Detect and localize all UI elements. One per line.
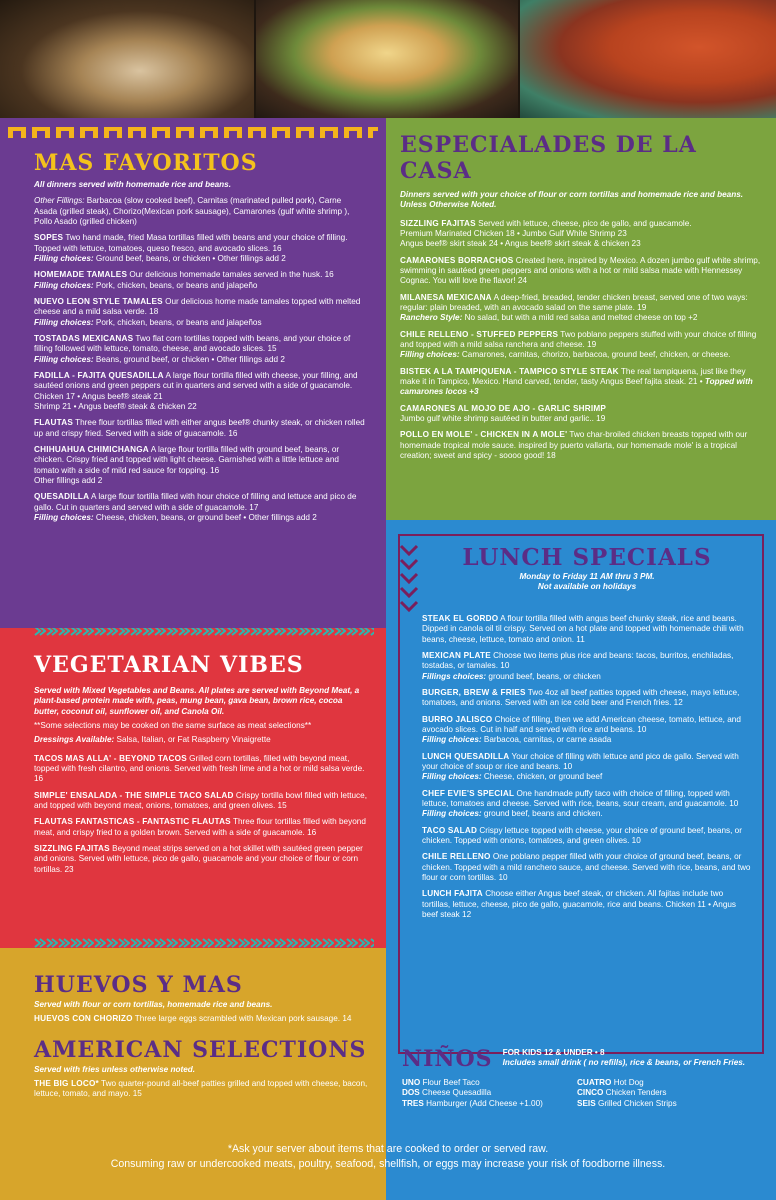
lunch-hours: Monday to Friday 11 AM thru 3 PM. bbox=[519, 572, 655, 581]
filling-choices: Filling choices: Cheese, chicken, beans, or ground beef • Other fillings add 2 bbox=[34, 512, 317, 522]
item-name: QUESADILLA bbox=[34, 492, 90, 502]
especialades-section bbox=[386, 118, 776, 520]
menu-item bbox=[400, 293, 764, 324]
ninos-sub: Includes small drink ( no refills), rice & beans, or French Fries. bbox=[502, 1058, 746, 1068]
mas-favoritos-section bbox=[0, 118, 386, 628]
item-name: POLLO EN MOLE' - CHICKEN IN A MOLE' bbox=[400, 430, 568, 440]
item-desc: The real tampiquena, just like they make it in Tampico, Mexico. Hand carved, tender, tasty Angus Beef fajita steak. 21 • bbox=[400, 366, 746, 386]
huevos-item: HUEVOS CON CHORIZO Three large eggs scrambled with Mexican pork sausage. 14 bbox=[34, 1014, 352, 1024]
menu-item bbox=[400, 256, 764, 287]
item-desc: A deep-fried, breaded, tender chicken breast, served one of two ways: regular: plain breaded, with an avocado salad on the same plate. 19 bbox=[400, 292, 748, 312]
menu-item bbox=[34, 371, 366, 412]
filling-choices: Filling choices: Pork, chicken, beans, or beans and jalapeños bbox=[34, 317, 262, 327]
item-desc: Created here, inspired by Mexico. A dozen jumbo gulf white shrimp, swimming in sautéed green peppers and onions with a hot or mild salsa made with Hennessey Cognac. You will love the flavor! 24 bbox=[400, 255, 761, 286]
footer-line2: Consuming raw or undercooked meats, poultry, seafood, shellfish, or eggs may increase your risk of foodborne illness. bbox=[110, 1158, 666, 1171]
item-desc: A large flour tortilla filled with ground beef, beans, or chicken. Crispy fried and topped with light cheese. Garnished with a little lettuce and tomato with a side of mild red sauce for topping. 16 bbox=[34, 444, 340, 475]
filling-choices: Filling choices: Pork, chicken, beans, or beans and jalapeño bbox=[34, 280, 258, 290]
menu-item bbox=[422, 614, 752, 645]
other-fillings: Other Fillings: Barbacoa (slow cooked beef), Carnitas (marinated pulled pork), Carne Asada (grilled steak), Chorizo(Mexican pork sausage), Camarones (gulf white shrimp ), Pollo Asado (grilled chicken) bbox=[34, 196, 350, 226]
item-name: CHILE RELLENO bbox=[422, 852, 491, 862]
item-name: CAMARONES BORRACHOS bbox=[400, 255, 514, 265]
item-name: SIMPLE' ENSALADA - THE SIMPLE TACO SALAD bbox=[34, 790, 234, 800]
item-desc: Three flour tortillas filled with beyond meat, and crispy fried to a golden brown. Served with a side of guacamole. 16 bbox=[34, 817, 366, 837]
item-name: TACOS MAS ALLA' - BEYOND TACOS bbox=[34, 753, 187, 763]
menu-item bbox=[400, 367, 764, 398]
menu-item bbox=[34, 791, 368, 812]
vegetarian-section bbox=[0, 628, 386, 948]
filling-choices: Fillings choices: ground beef, beans, or chicken bbox=[422, 671, 601, 681]
filling-choices: Filling choices: Cheese, chicken, or ground beef bbox=[422, 772, 603, 782]
item-name: BISTEK A LA TAMPIQUENA - TAMPICO STYLE STEAK bbox=[400, 366, 619, 376]
item-extra: Jumbo gulf white shrimp sautéed in butter and garlic.. 19 bbox=[400, 413, 606, 423]
item-name: STEAK EL GORDO bbox=[422, 614, 499, 623]
filling-choices: Filling choices: Camarones, carnitas, chorizo, barbacoa, ground beef, chicken, or cheese. bbox=[400, 350, 731, 360]
arrow-decoration bbox=[398, 542, 420, 612]
zigzag-border bbox=[6, 124, 378, 140]
item-name: BURRO JALISCO bbox=[422, 714, 493, 724]
menu-item bbox=[422, 789, 752, 820]
american-intro: Served with fries unless otherwise noted. bbox=[34, 1064, 196, 1074]
menu-item bbox=[422, 688, 752, 709]
footer-line1: *Ask your server about items that are cooked to order or served raw. bbox=[227, 1143, 549, 1155]
menu-item bbox=[34, 844, 368, 875]
menu-item bbox=[422, 826, 752, 847]
section-title: VEGETARIAN VIBES bbox=[34, 652, 304, 678]
filling-choices: Filling choices: Barbacoa, carnitas, or carne asada bbox=[422, 735, 612, 745]
rice-photo bbox=[520, 0, 776, 118]
item-desc: Two 4oz all beef patties topped with cheese, mayo lettuce, tomatoes, and onions. Served with an ice cold beer and French fries. 12 bbox=[422, 687, 740, 708]
kids-item: SEIS Grilled Chicken Strips bbox=[577, 1098, 677, 1108]
item-desc: Your choice of filling with lettuce and pico de gallo. Served with your choice of soup or rice and beans. 10 bbox=[422, 751, 739, 771]
lunch-section bbox=[386, 520, 776, 1200]
item-name: TOSTADAS MEXICANAS bbox=[34, 333, 134, 343]
filling-choices: Filling choices: Beans, ground beef, or chicken • Other fillings add 2 bbox=[34, 354, 285, 364]
item-name: LUNCH QUESADILLA bbox=[422, 751, 510, 761]
item-desc: Our delicious homemade tamales served in the husk. 16 bbox=[127, 270, 334, 280]
menu-item bbox=[422, 715, 752, 746]
item-desc: Two poblano peppers stuffed with your choice of filling and topped with a mild salsa ranchera and cheese. 19 bbox=[400, 329, 757, 349]
item-name: SIZZLING FAJITAS bbox=[400, 218, 476, 228]
kids-item: CINCO Chicken Tenders bbox=[577, 1088, 667, 1098]
chevron-border-bottom bbox=[34, 938, 374, 948]
item-name: CHEF EVIE'S SPECIAL bbox=[422, 788, 515, 798]
menu-item bbox=[34, 297, 366, 328]
section-intro: All dinners served with homemade rice and beans. bbox=[34, 180, 232, 189]
chevron-border-top bbox=[34, 628, 374, 636]
section-title: ESPECIALADES DE LA CASA bbox=[400, 132, 697, 184]
menu-item bbox=[34, 334, 366, 365]
dressings: Dressings Available: Salsa, Italian, or Fat Raspberry Vinaigrette bbox=[34, 735, 271, 745]
menu-item bbox=[34, 492, 366, 523]
item-desc: Crispy tortilla bowl filled with lettuce, and topped with beyond meat, onions, tomatoes, and green olives. 15 bbox=[34, 790, 367, 810]
section-intro: Served with Mixed Vegetables and Beans. All plates are served with Beyond Meat, a plant-based protein made with, peas, mung bean, gava bean, brown rice, cocoa butter, coconut oil, sunflower oil, and Canola Oil. bbox=[34, 686, 360, 716]
menu-item bbox=[422, 651, 752, 682]
item-desc: Choice of filling, then we add American cheese, tomato, lettuce, and avocado slices. Cut in half and served with rice and beans. 10 bbox=[422, 714, 741, 734]
ninos-block bbox=[402, 1046, 764, 1109]
american-item: THE BIG LOCO* Two quarter-pound all-beef patties grilled and topped with cheese, bacon, lettuce, tomato, and mayo. 15 bbox=[34, 1078, 368, 1099]
filling-choices: Filling choices: ground beef, beans and chicken. bbox=[422, 809, 603, 819]
menu-item bbox=[422, 752, 752, 783]
item-name: FLAUTAS bbox=[34, 418, 73, 428]
item-name: FLAUTAS FANTASTICAS - FANTASTIC FLAUTAS bbox=[34, 817, 231, 827]
kids-item: TRES Hamburger (Add Cheese +1.00) bbox=[402, 1098, 543, 1108]
item-extra: Premium Marinated Chicken 18 • Jumbo Gulf White Shrimp 23 bbox=[400, 228, 627, 238]
item-desc: Served with lettuce, cheese, pico de gallo, and guacamole. bbox=[475, 218, 692, 228]
lunch-holidays: Not available on holidays bbox=[537, 582, 637, 592]
item-name: CHILE RELLENO - STUFFED PEPPERS bbox=[400, 329, 559, 339]
menu-item bbox=[34, 754, 368, 785]
item-name: MEXICAN PLATE bbox=[422, 650, 491, 660]
ninos-title: NIÑOS bbox=[402, 1046, 493, 1072]
section-intro: Dinners served with your choice of flour or corn tortillas and homemade rice and beans. Unless Otherwise Noted. bbox=[400, 190, 744, 210]
item-desc: Crispy lettuce topped with cheese, your choice of ground beef, beans, or chicken. Topped with onions, tomatoes, and green olives. 10 bbox=[422, 825, 742, 845]
item-name: TACO SALAD bbox=[422, 825, 478, 835]
section-title: LUNCH SPECIALS bbox=[462, 544, 712, 571]
item-addon: Topped with camarones locos +3 bbox=[400, 376, 753, 397]
menu-item bbox=[34, 445, 366, 486]
item-desc: Two flat corn tortillas topped with beans, and your choice of filling followed with lettuce, tomato, cheese, and avocado slices. 15 bbox=[34, 333, 351, 354]
huevos-title: HUEVOS Y MAS bbox=[34, 972, 243, 998]
item-extra: Shrimp 21 • Angus beef® steak & chicken 22 bbox=[34, 401, 197, 411]
footer bbox=[0, 1142, 776, 1173]
item-name: BURGER, BREW & FRIES bbox=[422, 687, 526, 697]
ninos-head: FOR KIDS 12 & UNDER • 8 bbox=[502, 1048, 605, 1057]
item-desc: Choose either Angus beef steak, or chicken. All fajitas include two tortillas, lettuce, cheese, pico de gallo, guacamole, rice and beans. Chicken 11 • Angus beef steak 12 bbox=[422, 889, 737, 919]
item-name: CAMARONES AL MOJO DE AJO - GARLIC SHRIMP bbox=[400, 403, 607, 413]
menu-item bbox=[34, 418, 366, 439]
item-desc: One poblano pepper filled with your choice of ground beef, beans, or chicken. Topped with a mild ranchero sauce, and cheese. Served with rice, beans, and two flour or corn tortillas. 10 bbox=[422, 852, 751, 882]
menu-item bbox=[400, 219, 764, 250]
menu-item bbox=[400, 330, 764, 361]
item-extra: Other fillings add 2 bbox=[34, 475, 103, 485]
item-name: HOMEMADE TAMALES bbox=[34, 270, 128, 280]
menu-item bbox=[34, 817, 368, 838]
item-desc: A flour tortilla filled with angus beef chunky steak, rice and beans. Dipped in canola oil til crispy. Served on a hot plate and topped with homemade chili with beans, cheese, lettuce, tomato and onion. 11 bbox=[422, 614, 744, 644]
food-photo-strip bbox=[0, 0, 776, 118]
fajita-photo bbox=[0, 0, 254, 118]
item-desc: Two hand made, fried Masa tortillas filled with beans and your choice of filling. Topped with lettuce, tomatoes, queso fresco, and avocado slices. 16 bbox=[34, 233, 348, 253]
menu-item bbox=[400, 404, 764, 425]
cooking-note: **Some selections may be cooked on the same surface as meat selections** bbox=[34, 720, 312, 730]
menu-item bbox=[34, 270, 366, 291]
item-name: MILANESA MEXICANA bbox=[400, 292, 492, 302]
item-extra: Angus beef® skirt steak 24 • Angus beef® skirt steak & chicken 23 bbox=[400, 239, 641, 249]
item-desc: Two char-broiled chicken breasts topped with our homemade tropical mole sauce. inspired by puerto vallarta, our homemade mole' is a tropical creation; sweet and spicy - soooo good! 18 bbox=[400, 430, 748, 460]
item-desc: Beyond meat strips served on a hot skillet with sautéed green pepper and onions. Served with lettuce, pico de gallo, guacamole and your choice of flour or corn tortillas. 23 bbox=[34, 843, 363, 874]
menu-item bbox=[422, 852, 752, 883]
item-desc: A large flour tortilla filled with cheese, your filling, and sautéed onions and green peppers cut in quarters and served with a side of guacamole. Chicken 17 • Angus beef® steak 21 bbox=[34, 370, 358, 401]
item-desc: Three flour tortillas filled with either angus beef® chunky steak, or chicken rolled up and crispy fried. Served with a side of guacamole. 16 bbox=[34, 418, 365, 438]
item-name: LUNCH FAJITA bbox=[422, 889, 483, 899]
menu-item bbox=[34, 233, 366, 264]
section-title: MAS FAVORITOS bbox=[34, 150, 258, 176]
item-name: SIZZLING FAJITAS bbox=[34, 843, 110, 853]
taco-photo bbox=[256, 0, 518, 118]
menu-item bbox=[400, 430, 764, 461]
filling-choices: Ranchero Style: No salad, but with a mild red salsa and melted cheese on top +2 bbox=[400, 313, 698, 323]
item-desc: One handmade puffy taco with choice of filling, topped with lettuce, tomatoes and cheese. Served with rice, beans, sour cream, and guacamole. 10 bbox=[422, 788, 739, 808]
item-desc: A large flour tortilla filled with hour choice of filling and lettuce and pico de gallo. Cut in quarters and served with a side of guacamole. 17 bbox=[34, 492, 357, 512]
item-name: SOPES bbox=[34, 233, 64, 243]
filling-choices: Filling choices: Ground beef, beans, or chicken • Other fillings add 2 bbox=[34, 253, 286, 263]
item-desc: Our delicious home made tamales topped with melted cheese and a mild salsa verde. 18 bbox=[34, 296, 361, 317]
item-name: CHIHUAHUA CHIMICHANGA bbox=[34, 444, 149, 454]
kids-item: CUATRO Hot Dog bbox=[577, 1078, 644, 1087]
kids-item: UNO Flour Beef Taco bbox=[402, 1078, 480, 1087]
item-name: NUEVO LEON STYLE TAMALES bbox=[34, 296, 163, 306]
item-desc: Choose two items plus rice and beans: tacos, burritos, enchiladas, tostadas, or tamales. 10 bbox=[422, 650, 734, 671]
menu-item bbox=[422, 889, 752, 920]
kids-item: DOS Cheese Quesadilla bbox=[402, 1088, 492, 1098]
huevos-intro: Served with flour or corn tortillas, homemade rice and beans. bbox=[34, 1000, 273, 1009]
item-desc: Grilled corn tortillas, filled with beyond meat, topped with fresh cilantro, and onions. Served with fresh lime and a hot or mild salsa verde. 16 bbox=[34, 753, 365, 784]
american-title: AMERICAN SELECTIONS bbox=[34, 1036, 367, 1063]
item-name: FADILLA - FAJITA QUESADILLA bbox=[34, 370, 164, 380]
